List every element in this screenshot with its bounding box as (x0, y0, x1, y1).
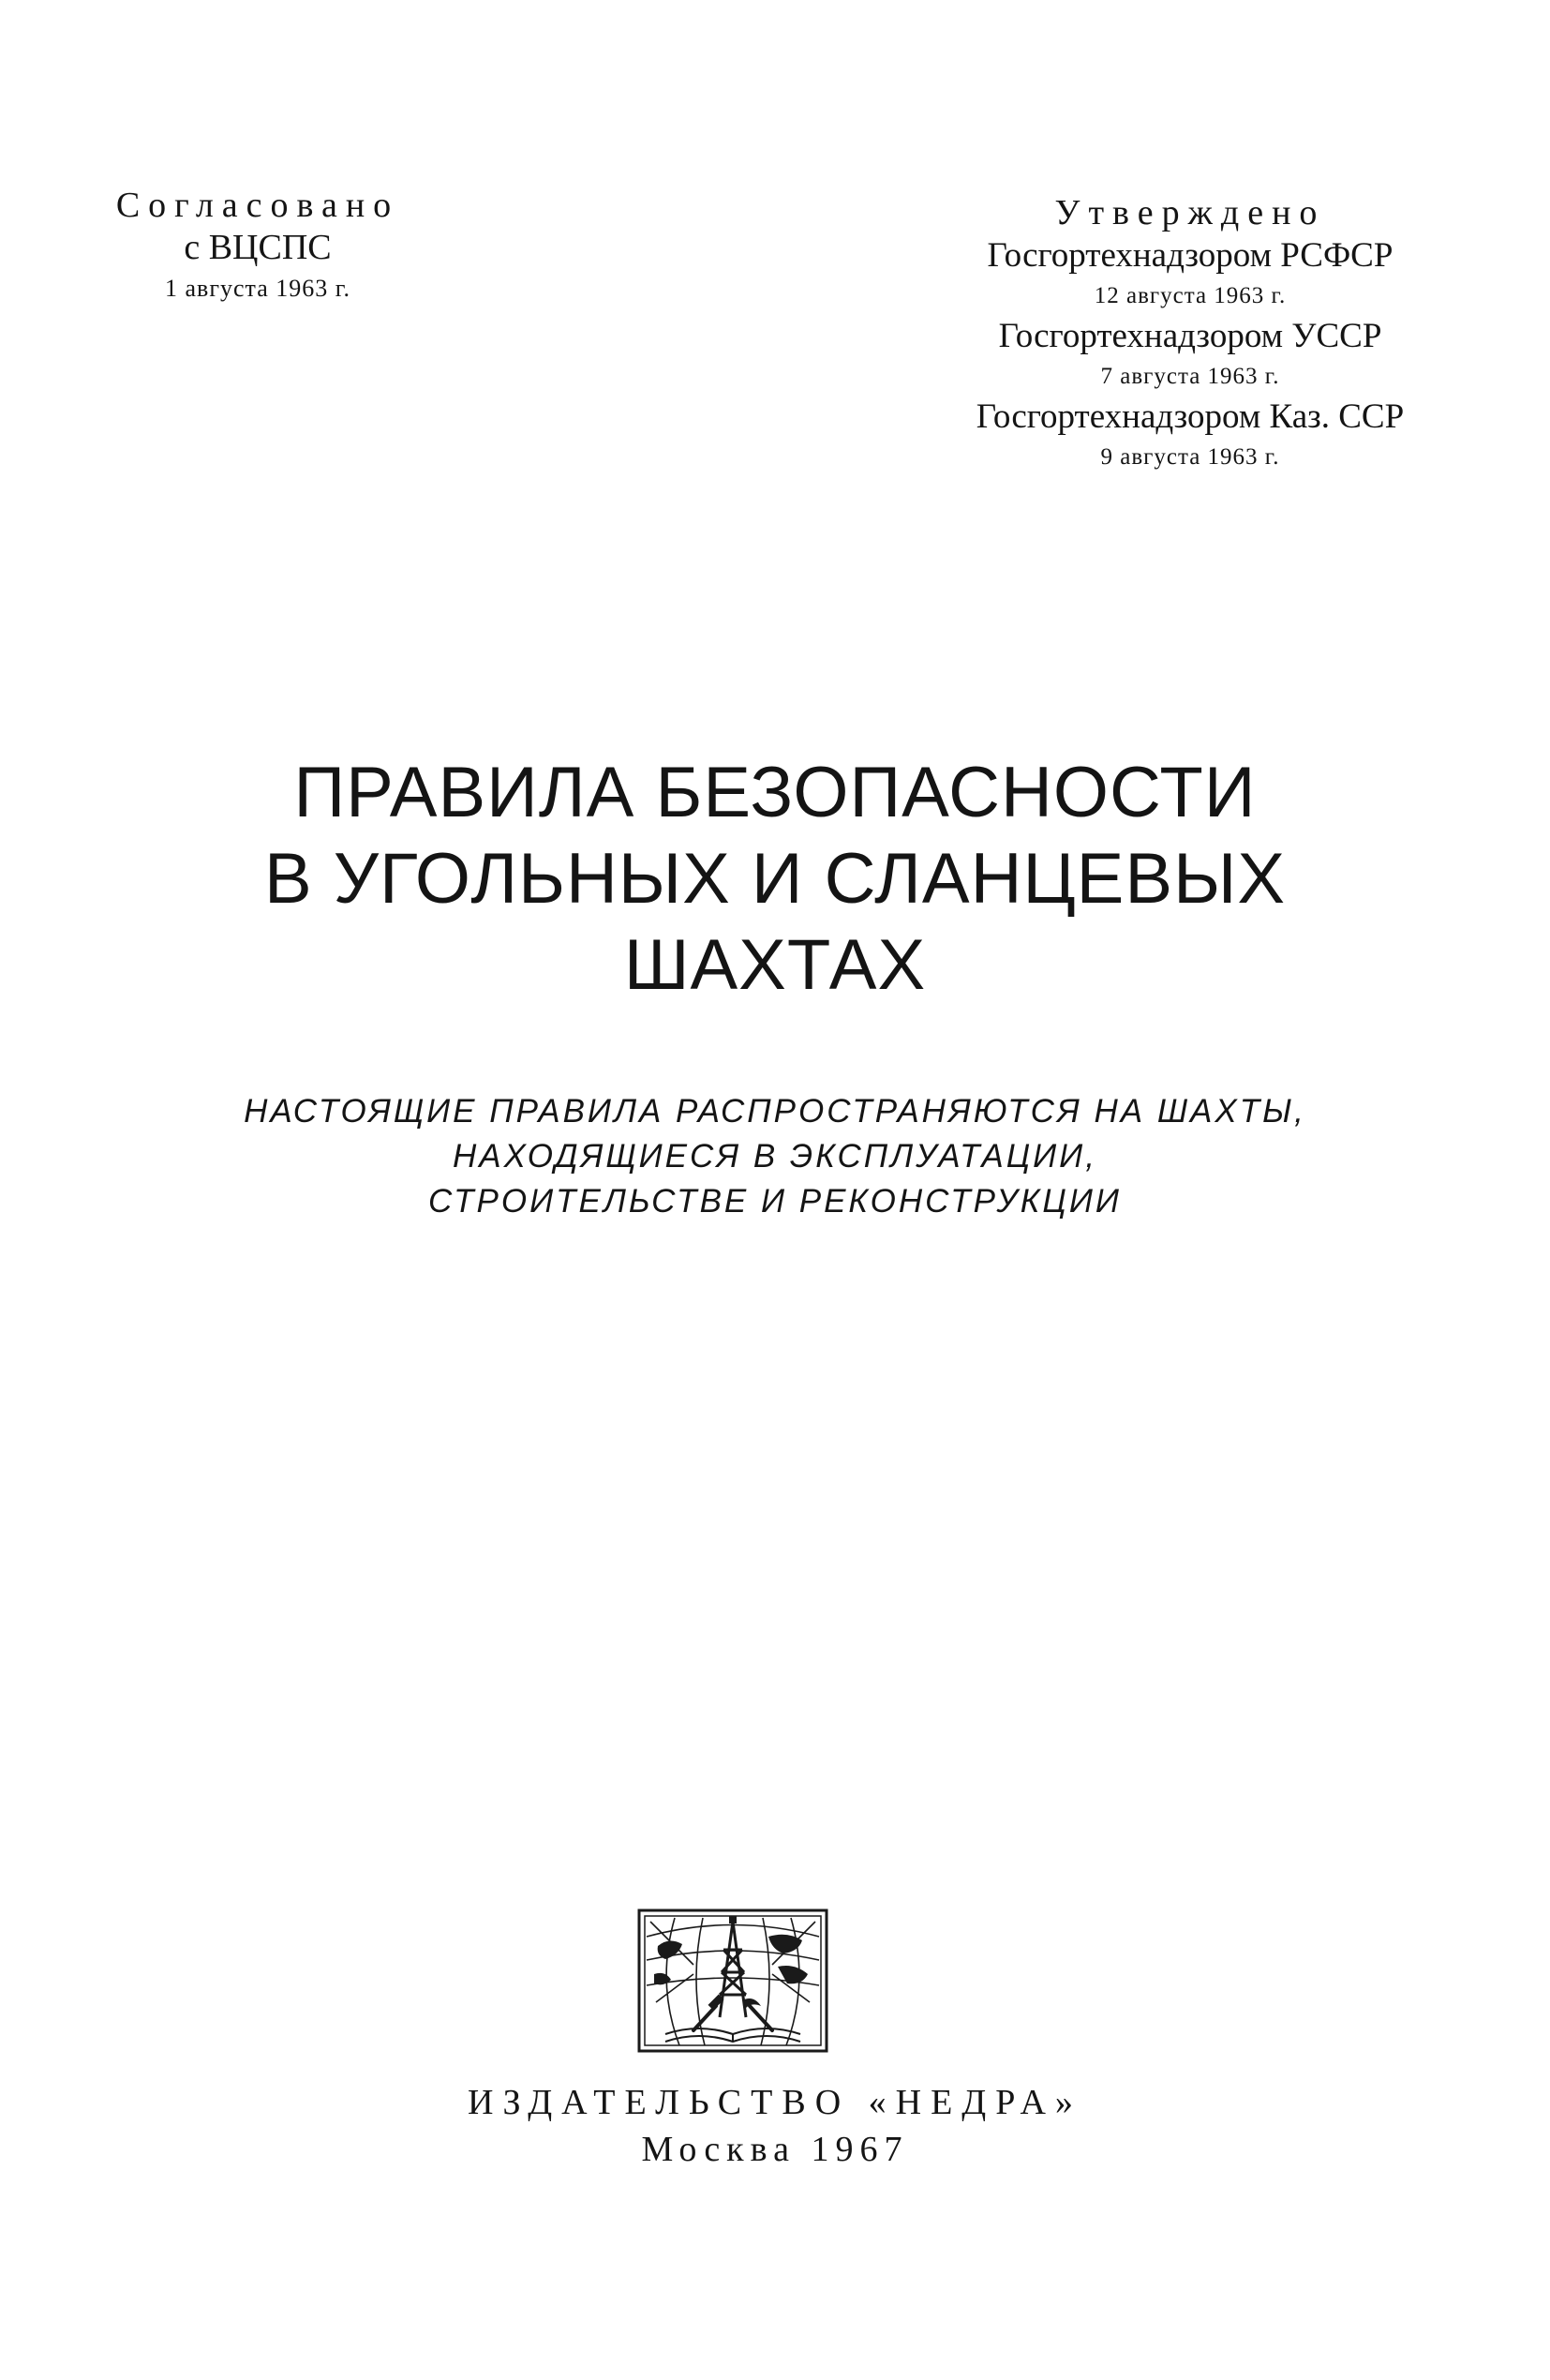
agreement-organization: с ВЦСПС (184, 228, 332, 267)
title-line: ПРАВИЛА БЕЗОПАСНОСТИ (293, 753, 1257, 832)
publisher-block (187, 2079, 1363, 2173)
approval-date: 7 августа 1963 г. (1100, 364, 1280, 389)
publisher-city-year: Москва 1967 (641, 2130, 909, 2169)
agreement-block (84, 184, 431, 309)
subtitle-line: СТРОИТЕЛЬСТВЕ И РЕКОНСТРУКЦИИ (428, 1183, 1122, 1220)
approval-organization: Госгортехнадзором Каз. ССР (976, 397, 1405, 436)
subtitle-line: НАСТОЯЩИЕ ПРАВИЛА РАСПРОСТРАНЯЮТСЯ НА ШАХТЫ, (244, 1093, 1306, 1130)
publisher-name: ИЗДАТЕЛЬСТВО «НЕДРА» (468, 2083, 1082, 2122)
approval-date: 12 августа 1963 г. (1094, 283, 1287, 308)
agreement-date: 1 августа 1963 г. (165, 275, 350, 302)
publisher-emblem-icon (637, 1908, 828, 2053)
document-title (94, 750, 1456, 1009)
subtitle-line: НАХОДЯЩИЕСЯ В ЭКСПЛУАТАЦИИ, (453, 1138, 1097, 1175)
approval-date: 9 августа 1963 г. (1100, 444, 1280, 470)
document-subtitle (94, 1089, 1456, 1224)
title-line: ШАХТАХ (623, 925, 927, 1005)
approval-organization: Госгортехнадзором РСФСР (987, 236, 1394, 275)
approval-heading: Утверждено (1054, 193, 1326, 232)
title-line: В УГОЛЬНЫХ И СЛАНЦЕВЫХ (263, 839, 1287, 919)
approval-organization: Госгортехнадзором УССР (998, 317, 1382, 355)
agreement-heading: Согласовано (115, 186, 400, 225)
approval-block (928, 191, 1453, 476)
